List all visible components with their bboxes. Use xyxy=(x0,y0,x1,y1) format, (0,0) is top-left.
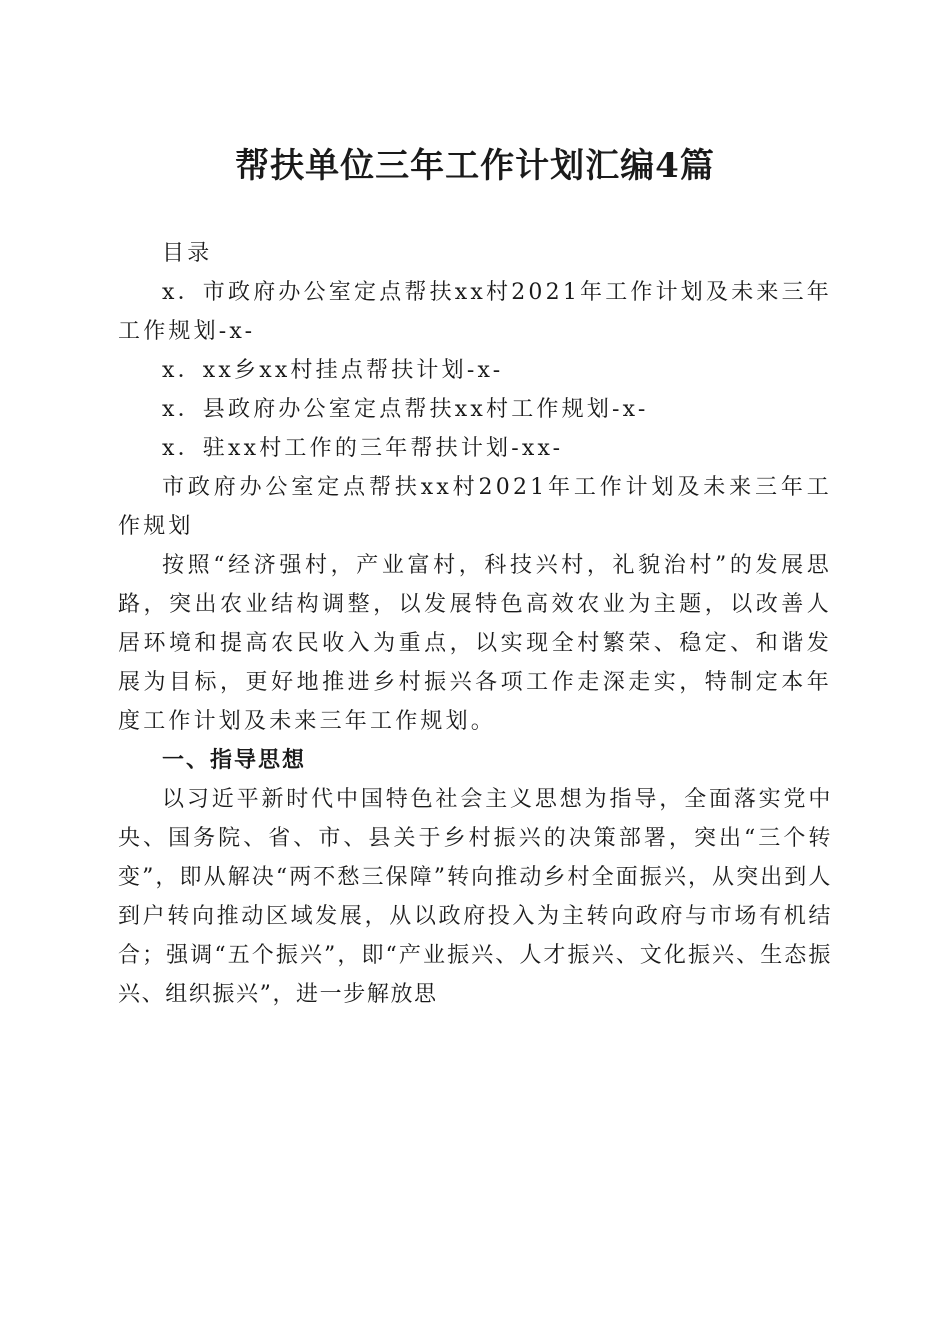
toc-item: x．xx乡xx村挂点帮扶计划-x- xyxy=(162,358,504,383)
document-title: 帮扶单位三年工作计划汇编4篇 xyxy=(235,146,715,186)
guiding-paragraph: 以习近平新时代中国特色社会主义思想为指导，全面落实党中央、国务院、省、市、县关于乡村振兴的决策部署，突出“三个转变”，即从解决“两不愁三保障”转向推动乡村全面振兴，从突出到人到户转向推动区域发展，从以政府投入为主转向政府与市场有机结合；强调“五个振兴”，即“产业振兴、人才振兴、文化振兴、生态振兴、组织振兴”，进一步解放思 xyxy=(118,787,832,1007)
heading-guiding-thought: 一、指导思想 xyxy=(162,748,307,773)
toc-item: x．市政府办公室定点帮扶xx村2021年工作计划及未来三年工作规划-x- xyxy=(118,280,833,344)
toc-label: 目录 xyxy=(162,241,213,266)
document-body xyxy=(118,234,832,1014)
toc-item: x．驻xx村工作的三年帮扶计划-xx- xyxy=(162,436,564,461)
toc-item: x．县政府办公室定点帮扶xx村工作规划-x- xyxy=(162,397,649,422)
section-title: 市政府办公室定点帮扶xx村2021年工作计划及未来三年工作规划 xyxy=(118,475,832,539)
intro-paragraph: 按照“经济强村，产业富村，科技兴村，礼貌治村”的发展思路，突出农业结构调整，以发展特色高效农业为主题，以改善人居环境和提高农民收入为重点，以实现全村繁荣、稳定、和谐发展为目标，更好地推进乡村振兴各项工作走深走实，特制定本年度工作计划及未来三年工作规划。 xyxy=(118,553,832,734)
